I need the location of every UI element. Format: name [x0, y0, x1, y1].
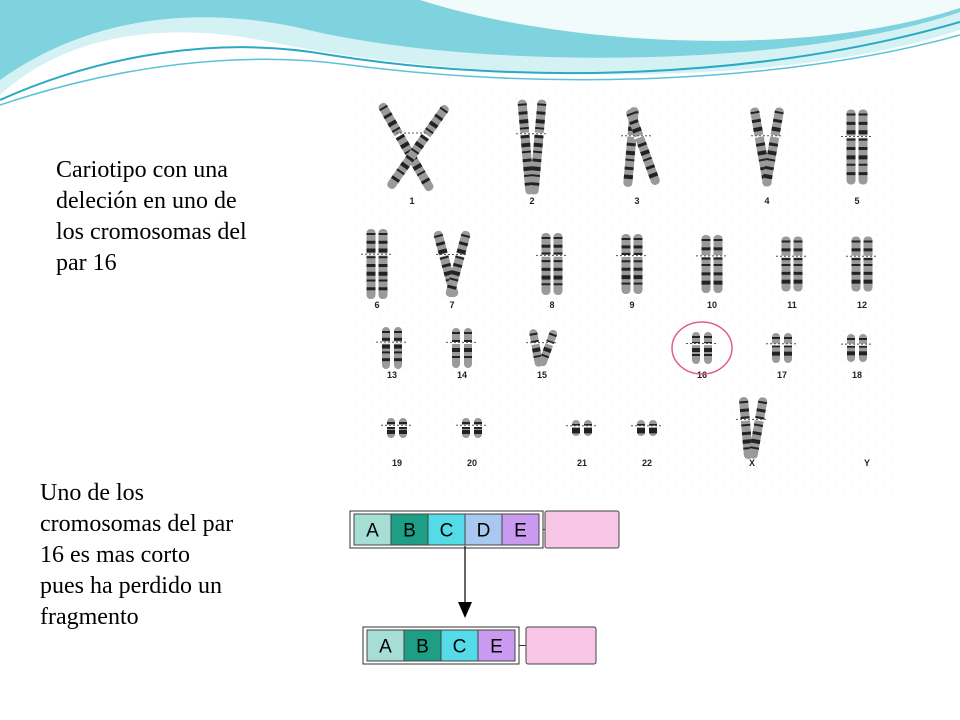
chromosome — [378, 229, 389, 299]
karyotype-caption-line: par 16 — [56, 250, 117, 276]
segment-c — [428, 514, 465, 545]
segment-label: E — [490, 636, 503, 658]
chromosome — [393, 327, 403, 369]
chromosome — [781, 237, 792, 292]
deletion-caption — [40, 478, 233, 633]
chromosome-number-label: 21 — [576, 458, 588, 468]
chromosome-number-label: 14 — [456, 370, 468, 380]
chromosome-pair-13 — [376, 327, 408, 380]
chromosome — [691, 332, 701, 364]
karyotype-caption — [56, 155, 247, 279]
karyotype-caption-line: los cromosomas del — [56, 219, 247, 245]
chromosome — [537, 328, 559, 367]
karyotype-figure — [352, 86, 900, 498]
chromosome-number-label: 11 — [787, 300, 797, 310]
chromosome — [858, 110, 869, 185]
chromosome — [376, 101, 436, 193]
chromosome-number-label: 7 — [449, 300, 455, 310]
segment-b — [391, 514, 428, 545]
chromosome — [381, 327, 391, 369]
chromosome-pair-22 — [631, 420, 663, 468]
segment-e — [502, 514, 539, 545]
chromosome-pair-y — [864, 458, 870, 468]
chromosome-tail — [526, 627, 596, 664]
segment-e — [478, 630, 515, 661]
segment-b — [404, 630, 441, 661]
deletion-caption-line: fragmento — [40, 604, 139, 630]
chromosome-tail — [545, 511, 619, 548]
chromosome-pair-3 — [621, 107, 662, 206]
chromosome — [703, 332, 713, 364]
chromosome-pair-7 — [432, 230, 472, 310]
chromosome — [463, 328, 473, 368]
chromosome — [553, 233, 564, 295]
chromosome — [713, 235, 724, 293]
highlight-circle — [672, 322, 732, 374]
deletion-figure — [338, 498, 628, 682]
chromosome — [366, 229, 377, 299]
segment-label: B — [416, 636, 429, 658]
chromosome-number-label: 1 — [409, 196, 415, 206]
deleted-chromosome — [363, 627, 596, 664]
segment-a — [367, 630, 404, 661]
chromosome-number-label: 5 — [854, 196, 860, 206]
chromosome — [701, 235, 712, 293]
chromosome — [528, 99, 547, 195]
chromosome-number-label: 12 — [856, 300, 868, 310]
deletion-caption-line: pues ha perdido un — [40, 573, 222, 599]
down-arrow-icon — [458, 546, 472, 618]
chromosome-number-label: 13 — [386, 370, 398, 380]
chromosome-number-label: 20 — [466, 458, 478, 468]
chromosome — [851, 237, 862, 292]
chromosome — [398, 418, 408, 438]
chromosome-number-label: 17 — [776, 370, 788, 380]
chromosome — [858, 334, 868, 362]
chromosome-pair-18 — [841, 334, 873, 380]
chromosome — [636, 420, 646, 436]
chromosome-number-label: 4 — [764, 196, 770, 206]
chromosome — [386, 418, 396, 438]
chromosome-number-label: X — [748, 458, 756, 468]
chromosome-number-label: 18 — [851, 370, 863, 380]
chromosome-pair-5 — [841, 110, 873, 207]
chromosome — [793, 237, 804, 292]
chromosome — [541, 233, 552, 295]
chromosome-pair-6 — [361, 229, 393, 310]
chromosome-number-label: 19 — [391, 458, 403, 468]
segment-label: E — [514, 520, 527, 542]
chromosome-number-label: 15 — [536, 370, 548, 380]
deletion-caption-line: Uno de los — [40, 480, 144, 506]
segment-label: C — [439, 520, 454, 542]
chromosome-number-label: 3 — [634, 196, 640, 206]
chromosome-pair-1 — [376, 101, 451, 206]
chromosome — [846, 334, 856, 362]
chromosome — [783, 333, 793, 363]
chromosome-pair-17 — [766, 333, 798, 380]
chromosome-number-label: 16 — [696, 370, 708, 380]
karyotype-image — [352, 86, 900, 498]
deletion-caption-line: cromosomas del par — [40, 511, 234, 537]
chromosome-pair-15 — [526, 328, 559, 380]
chromosome — [863, 237, 874, 292]
chromosome — [461, 418, 471, 438]
normal-chromosome — [350, 511, 619, 548]
chromosome-number-label: 22 — [641, 458, 653, 468]
deletion-caption-line: 16 es mas corto — [40, 542, 190, 568]
chromosome-pair-x — [736, 397, 769, 468]
segment-label: A — [366, 520, 379, 542]
chromosome — [771, 333, 781, 363]
karyotype-caption-line: deleción en uno de — [56, 188, 237, 214]
chromosome — [451, 328, 461, 368]
chromosome-pair-12 — [846, 237, 878, 311]
chromosome-pair-4 — [749, 107, 786, 206]
segment-a — [354, 514, 391, 545]
chromosome-number-label: 10 — [706, 300, 718, 310]
chromosome-number-label: Y — [863, 458, 871, 468]
chromosome — [648, 420, 658, 436]
chromosome — [473, 418, 483, 438]
chromosome — [385, 103, 451, 191]
chromosome — [583, 420, 593, 436]
chromosome — [621, 234, 632, 294]
chromosome-number-label: 9 — [629, 300, 635, 310]
segment-label: C — [452, 636, 467, 658]
chromosome — [846, 110, 857, 185]
deletion-diagram — [338, 498, 628, 682]
chromosome-number-label: 6 — [374, 300, 380, 310]
chromosome-pair-21 — [566, 420, 598, 468]
segment-c — [441, 630, 478, 661]
segment-label: B — [403, 520, 416, 542]
segment-label: D — [476, 520, 491, 542]
chromosome-pair-16 — [672, 322, 732, 380]
segment-label: A — [379, 636, 392, 658]
chromosome-number-label: 2 — [529, 196, 535, 206]
chromosome — [633, 234, 644, 294]
chromosome-pair-14 — [446, 328, 478, 380]
chromosome — [571, 420, 581, 436]
karyotype-caption-line: Cariotipo con una — [56, 157, 228, 183]
chromosome-number-label: 8 — [549, 300, 555, 310]
segment-d — [465, 514, 502, 545]
chromosome-pair-2 — [516, 99, 548, 206]
